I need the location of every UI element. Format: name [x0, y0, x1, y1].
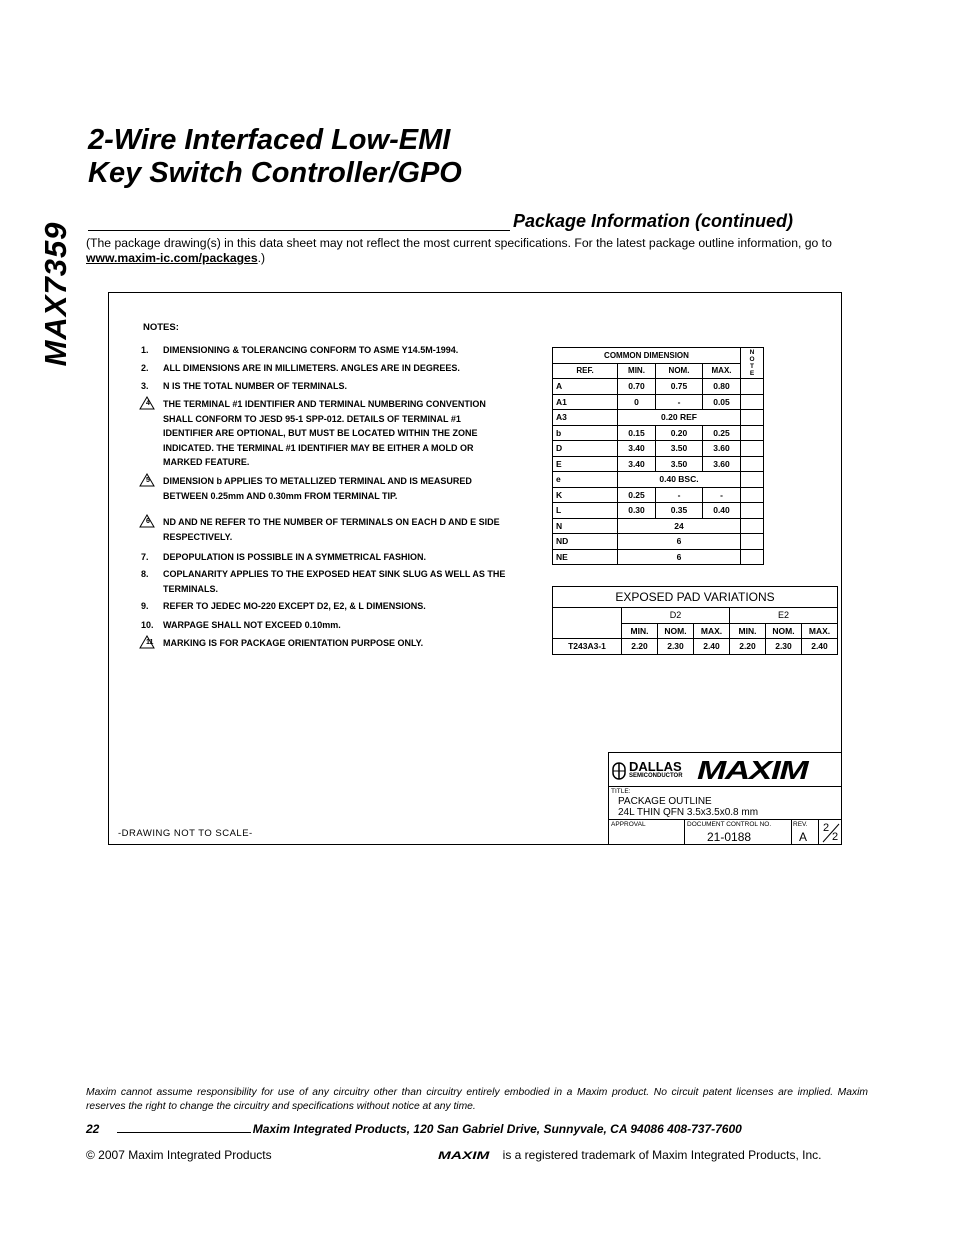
common-dim-header: NOM. — [656, 363, 703, 379]
rev-cell — [791, 820, 819, 845]
note-text: MARKING IS FOR PACKAGE ORIENTATION PURPOSE ONLY. — [163, 638, 424, 648]
value-cell: 0.75 — [656, 379, 703, 395]
title-block — [608, 752, 842, 845]
ref-cell: E — [553, 456, 618, 472]
intro-body: (The package drawing(s) in this data sheet may not reflect the most current specifications. For the latest package outline information, go to — [86, 236, 832, 250]
notes-list — [141, 343, 521, 663]
ref-cell: e — [553, 472, 618, 488]
value-cell: 0 — [618, 394, 656, 410]
ref-cell: K — [553, 487, 618, 503]
value-cell: 0.70 — [618, 379, 656, 395]
table-row — [553, 639, 838, 655]
value-cell: 24 — [618, 518, 741, 534]
maxim-logo: MAXIM — [697, 755, 808, 785]
value-cell: - — [656, 487, 703, 503]
title-row — [609, 787, 842, 820]
ref-cell: L — [553, 503, 618, 519]
control-row — [609, 820, 842, 845]
value-cell — [741, 534, 764, 550]
table-row — [553, 456, 764, 472]
trademark-text: is a registered trademark of Maxim Integrated Products, Inc. — [502, 1148, 822, 1162]
ref-cell: N — [553, 518, 618, 534]
value-cell: 0.40 — [703, 503, 741, 519]
table-row — [553, 549, 764, 565]
value-cell — [741, 487, 764, 503]
value-cell — [741, 503, 764, 519]
table-row — [553, 394, 764, 410]
pad-sub-header: MAX. — [802, 623, 838, 639]
value-cell: 0.25 — [703, 425, 741, 441]
doc-control-label: DOCUMENT CONTROL NO. — [687, 821, 772, 828]
value-cell: 0.20 REF — [618, 410, 741, 426]
note-text: DIMENSION b APPLIES TO METALLIZED TERMINAL AND IS MEASURED BETWEEN 0.25mm AND 0.30mm FROM TERMINAL TIP. — [163, 476, 472, 501]
value-cell: 6 — [618, 549, 741, 565]
sheet-total: 2 — [832, 831, 839, 843]
note-text: DIMENSIONING & TOLERANCING CONFORM TO ASME Y14.5M-1994. — [163, 345, 459, 355]
table-row — [553, 487, 764, 503]
exposed-pad-title: EXPOSED PAD VARIATIONS — [553, 587, 838, 608]
page-number: 22 — [86, 1122, 100, 1136]
value-cell: - — [703, 487, 741, 503]
disclaimer: Maxim cannot assume responsibility for use of any circuitry other than circuitry entirely embodied in a Maxim product. No circuit patent licenses are implied. Maxim reserves the right to change the circuitry and specifications without notice at any time. — [86, 1087, 868, 1112]
semiconductor-text: SEMICONDUCTOR — [629, 773, 683, 779]
value-cell: 0.40 BSC. — [618, 472, 741, 488]
note-number: 11 — [146, 639, 154, 646]
value-cell — [741, 379, 764, 395]
value-cell — [741, 394, 764, 410]
pad-value-cell: 2.40 — [802, 639, 838, 655]
pad-value-cell: 2.30 — [766, 639, 802, 655]
value-cell: 0.30 — [618, 503, 656, 519]
footer-rule — [117, 1132, 251, 1133]
table-row — [553, 379, 764, 395]
rev-value: A — [799, 830, 808, 844]
package-drawing — [108, 292, 842, 845]
title-label: TITLE: — [611, 788, 631, 795]
side-title — [36, 214, 76, 374]
value-cell — [741, 441, 764, 457]
doc-cell — [684, 820, 792, 845]
table-row — [553, 441, 764, 457]
pad-value-cell: 2.20 — [622, 639, 658, 655]
value-cell: 3.50 — [656, 441, 703, 457]
approval-label: APPROVAL — [611, 821, 646, 828]
pad-sub-header: MAX. — [694, 623, 730, 639]
ref-cell: NE — [553, 549, 618, 565]
table-row — [553, 472, 764, 488]
packages-link[interactable]: www.maxim-ic.com/packages — [86, 251, 258, 265]
ref-cell: A — [553, 379, 618, 395]
pad-value-cell: 2.40 — [694, 639, 730, 655]
page-title-line2: Key Switch Controller/GPO — [88, 157, 462, 189]
note-column-label: N O T E — [741, 348, 764, 379]
section-title: Package Information (continued) — [513, 211, 794, 231]
logo-row — [609, 753, 842, 787]
value-cell: - — [656, 394, 703, 410]
note-text: ND AND NE REFER TO THE NUMBER OF TERMINALS ON EACH D AND E SIDE RESPECTIVELY. — [163, 517, 500, 542]
value-cell: 3.40 — [618, 456, 656, 472]
value-cell: 3.40 — [618, 441, 656, 457]
value-cell: 0.15 — [618, 425, 656, 441]
dallas-wordmark: DALLAS — [629, 759, 682, 774]
note-text: REFER TO JEDEC MO-220 EXCEPT D2, E2, & L DIMENSIONS. — [163, 601, 426, 611]
value-cell: 6 — [618, 534, 741, 550]
common-dimension-table — [552, 347, 764, 565]
value-cell — [741, 456, 764, 472]
note-number: 10. — [141, 620, 154, 630]
value-cell: 0.35 — [656, 503, 703, 519]
note-text: ALL DIMENSIONS ARE IN MILLIMETERS. ANGLES ARE IN DEGREES. — [163, 363, 460, 373]
page-title-line1: 2-Wire Interfaced Low-EMI — [88, 124, 451, 156]
pad-sub-header: MIN. — [622, 623, 658, 639]
common-dim-header: REF. — [553, 363, 618, 379]
side-title-text: MAX7359 — [38, 221, 73, 367]
ref-cell: ND — [553, 534, 618, 550]
common-dim-header: MAX. — [703, 363, 741, 379]
pad-sub-header: NOM. — [658, 623, 694, 639]
note-number: 8. — [141, 569, 149, 579]
pad-value-cell: 2.30 — [658, 639, 694, 655]
doc-control-number: 21-0188 — [707, 830, 752, 844]
company-address: Maxim Integrated Products, 120 San Gabriel Drive, Sunnyvale, CA 94086 408-737-7600 — [252, 1122, 742, 1136]
drawing-not-to-scale: -DRAWING NOT TO SCALE- — [118, 828, 253, 839]
ref-cell: D — [553, 441, 618, 457]
sheet-cell — [821, 822, 841, 844]
pad-code-cell: T243A3-1 — [553, 639, 622, 655]
note-text: WARPAGE SHALL NOT EXCEED 0.10mm. — [163, 620, 341, 630]
package-outline-title: PACKAGE OUTLINE — [618, 796, 712, 807]
value-cell: 0.05 — [703, 394, 741, 410]
copyright: © 2007 Maxim Integrated Products — [86, 1148, 272, 1162]
dallas-logo-icon — [612, 762, 626, 780]
sheet-number: 2 — [823, 822, 830, 834]
note-number: 9. — [141, 601, 149, 611]
table-row — [553, 518, 764, 534]
package-outline-subtitle: 24L THIN QFN 3.5x3.5x0.8 mm — [618, 807, 759, 818]
note-text: COPLANARITY APPLIES TO THE EXPOSED HEAT SINK SLUG AS WELL AS THE TERMINALS. — [163, 569, 506, 594]
pad-value-cell: 2.20 — [730, 639, 766, 655]
ref-cell: A1 — [553, 394, 618, 410]
ref-cell: b — [553, 425, 618, 441]
table-row — [553, 425, 764, 441]
value-cell — [741, 518, 764, 534]
note-number: 1. — [141, 345, 149, 355]
note-number: 4 — [146, 400, 150, 407]
e2-header: E2 — [730, 608, 838, 624]
pad-sub-header: MIN. — [730, 623, 766, 639]
value-cell: 0.25 — [618, 487, 656, 503]
note-number: 3. — [141, 381, 149, 391]
value-cell — [741, 410, 764, 426]
value-cell: 3.50 — [656, 456, 703, 472]
note-number: 5 — [146, 477, 150, 484]
d2-header: D2 — [622, 608, 730, 624]
note-number: 2. — [141, 363, 149, 373]
rev-label: REV. — [793, 821, 808, 828]
common-dim-header: MIN. — [618, 363, 656, 379]
page-title — [88, 124, 462, 190]
section-rule — [88, 230, 510, 231]
footer-maxim-logo: MAXIM — [438, 1150, 490, 1162]
note-number: 6 — [146, 518, 150, 525]
table-row — [553, 410, 764, 426]
intro-text — [86, 236, 876, 266]
note-text: N IS THE TOTAL NUMBER OF TERMINALS. — [163, 381, 347, 391]
note-number: 7. — [141, 552, 149, 562]
value-cell: 3.60 — [703, 441, 741, 457]
trademark-line — [438, 1148, 821, 1162]
intro-end: .) — [257, 251, 266, 265]
pad-blank-header — [553, 608, 622, 639]
notes-heading: NOTES: — [143, 322, 179, 333]
ref-cell: A3 — [553, 410, 618, 426]
exposed-pad-table — [552, 586, 838, 655]
value-cell — [741, 472, 764, 488]
value-cell: 0.20 — [656, 425, 703, 441]
table-row — [553, 503, 764, 519]
value-cell — [741, 549, 764, 565]
note-text: DEPOPULATION IS POSSIBLE IN A SYMMETRICAL FASHION. — [163, 552, 427, 562]
note-text: THE TERMINAL #1 IDENTIFIER AND TERMINAL NUMBERING CONVENTION SHALL CONFORM TO JESD 95-1 SPP-012. DETAILS OF TERMINAL #1 IDENTIFIER ARE OPTIONAL, BUT MUST BE LOCATED WITHIN THE ZONE INDICATED. THE TERMINAL #1 IDENTIFIER MAY BE EITHER A MOLD OR MARKED FEATURE. — [163, 399, 486, 467]
table-row — [553, 534, 764, 550]
value-cell — [741, 425, 764, 441]
value-cell: 0.80 — [703, 379, 741, 395]
pad-sub-header: NOM. — [766, 623, 802, 639]
common-dim-title: COMMON DIMENSION — [553, 348, 741, 364]
value-cell: 3.60 — [703, 456, 741, 472]
footer-address-line — [86, 1122, 742, 1136]
